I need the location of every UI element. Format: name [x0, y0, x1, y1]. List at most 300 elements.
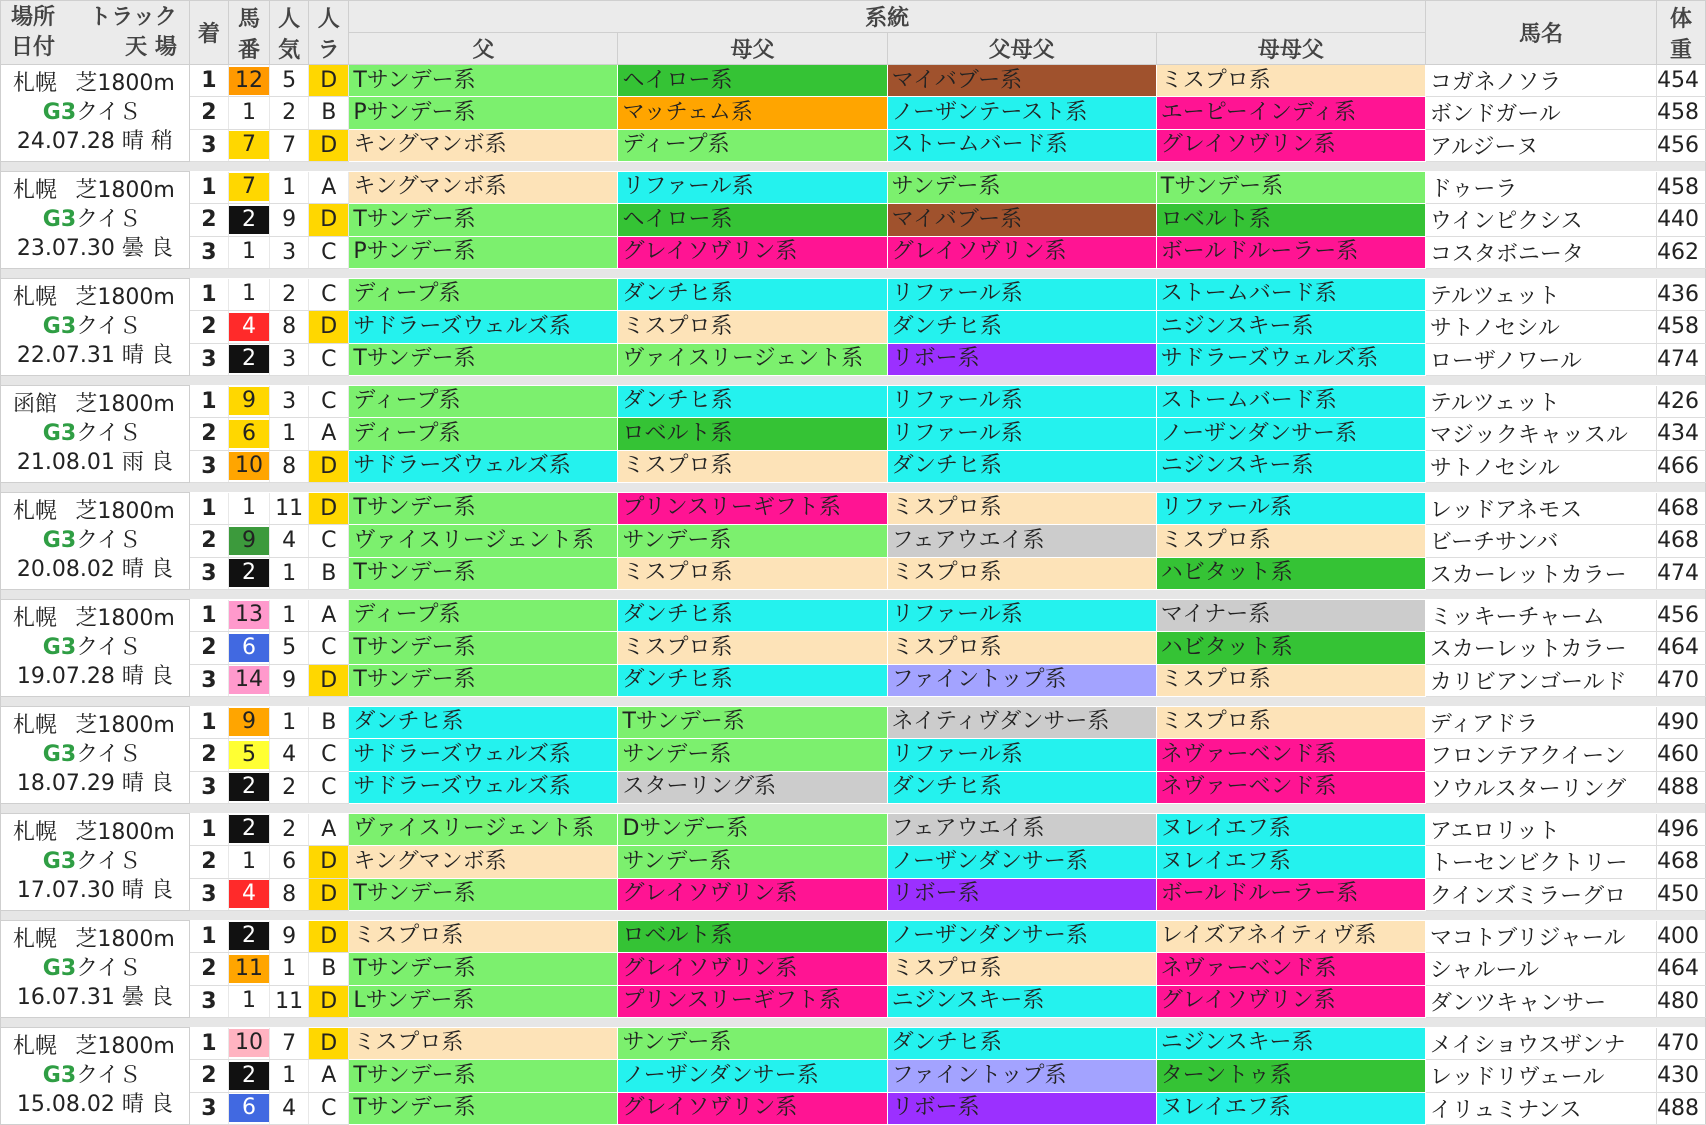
sire-lineage: ミスプロ系 [349, 921, 618, 953]
race-separator [1, 590, 1706, 600]
horse-number-badge: 10 [229, 1029, 269, 1057]
horse-number-badge: 13 [229, 601, 269, 629]
sire-lineage: ディープ系 [349, 279, 618, 311]
horse-weight: 488 [1657, 771, 1706, 803]
finish-position: 2 [189, 525, 228, 557]
popularity: 3 [270, 386, 309, 418]
horse-number-badge: 9 [229, 708, 269, 736]
race-date: 18.07.29 [16, 771, 115, 796]
header-finish: 着 [189, 1, 228, 65]
dam-damsire-lineage: サドラーズウェルズ系 [1156, 343, 1425, 375]
sire-of-sire-lineage: リファール系 [887, 600, 1156, 632]
race-name: クイＳ [76, 100, 142, 125]
damsire-lineage: グレイソヴリン系 [618, 953, 887, 985]
race-separator-cell [1, 376, 1706, 386]
damsire-lineage: ノーザンダンサー系 [618, 1060, 887, 1092]
horse-number-cell [228, 814, 269, 846]
result-row [1, 707, 1706, 739]
finish-position: 1 [189, 707, 228, 739]
race-info-block [1, 279, 189, 375]
dam-damsire-lineage: ニジンスキー系 [1156, 311, 1425, 343]
popularity: 1 [270, 707, 309, 739]
popularity: 2 [270, 97, 309, 129]
race-date-line [1, 769, 189, 799]
rank-badge: C [309, 632, 349, 664]
rank-badge: D [309, 985, 349, 1017]
header-rank-2: ラ [317, 37, 340, 63]
race-track: 芝1800m [75, 606, 175, 631]
race-place: 札幌 [13, 499, 58, 524]
damsire-lineage: サンデー系 [618, 1028, 887, 1060]
dam-damsire-lineage: グレイソヴリン系 [1156, 985, 1425, 1017]
horse-name: サトノセシル [1425, 450, 1656, 482]
sire-of-sire-lineage: ダンチヒ系 [887, 311, 1156, 343]
race-info [1, 65, 190, 162]
rank-badge: A [309, 172, 349, 204]
dam-damsire-lineage: ノーザンダンサー系 [1156, 418, 1425, 450]
finish-position: 3 [189, 557, 228, 589]
horse-number-cell [228, 1060, 269, 1092]
horse-number-badge: 5 [229, 741, 269, 769]
horse-weight: 488 [1657, 1092, 1706, 1124]
race-info-block [1, 65, 189, 161]
popularity: 1 [270, 600, 309, 632]
finish-position: 2 [189, 1060, 228, 1092]
popularity: 7 [270, 129, 309, 161]
sire-of-sire-lineage: ミスプロ系 [887, 632, 1156, 664]
finish-position: 3 [189, 450, 228, 482]
horse-number-cell [228, 279, 269, 311]
dam-damsire-lineage: ヌレイエフ系 [1156, 1092, 1425, 1124]
dam-damsire-lineage: ニジンスキー系 [1156, 450, 1425, 482]
race-going: 良 [150, 1092, 173, 1117]
results-body [1, 65, 1706, 1125]
race-name-line [1, 741, 189, 769]
horse-number-cell [228, 632, 269, 664]
horse-number-badge: 2 [229, 345, 269, 373]
popularity: 3 [270, 236, 309, 268]
rank-badge: C [309, 343, 349, 375]
sire-of-sire-lineage: ストームバード系 [887, 129, 1156, 161]
horse-number-cell [228, 664, 269, 696]
race-info-block [1, 493, 189, 589]
horse-weight: 426 [1657, 386, 1706, 418]
race-date-line [1, 662, 189, 692]
horse-weight: 468 [1657, 493, 1706, 525]
result-row [1, 953, 1706, 985]
horse-number-badge: 2 [229, 815, 269, 843]
sire-lineage: キングマンボ系 [349, 172, 618, 204]
rank-badge: A [309, 418, 349, 450]
horse-number-badge: 7 [229, 173, 269, 201]
damsire-lineage: グレイソヴリン系 [618, 878, 887, 910]
race-info [1, 1028, 190, 1125]
result-row [1, 878, 1706, 910]
rank-badge: D [309, 311, 349, 343]
race-weather: 晴 [121, 557, 144, 582]
dam-damsire-lineage: ストームバード系 [1156, 279, 1425, 311]
dam-damsire-lineage: リファール系 [1156, 493, 1425, 525]
race-name-line [1, 313, 189, 341]
dam-damsire-lineage: ネヴァーベンド系 [1156, 771, 1425, 803]
rank-badge: D [309, 129, 349, 161]
race-info-block [1, 1028, 189, 1124]
horse-name: ディアドラ [1425, 707, 1656, 739]
race-place: 札幌 [13, 606, 58, 631]
popularity: 6 [270, 846, 309, 878]
race-weather: 晴 [121, 1092, 144, 1117]
dam-damsire-lineage: グレイソヴリン系 [1156, 129, 1425, 161]
sire-lineage: キングマンボ系 [349, 846, 618, 878]
result-row [1, 985, 1706, 1017]
header-track: トラック [89, 4, 177, 30]
sire-lineage: Tサンデー系 [349, 557, 618, 589]
horse-number-badge: 1 [229, 987, 269, 1015]
race-venue-line [1, 1032, 189, 1062]
rank-badge: D [309, 1028, 349, 1060]
horse-name: マコトブリジャール [1425, 921, 1656, 953]
rank-badge: D [309, 65, 349, 97]
horse-weight: 480 [1657, 985, 1706, 1017]
horse-weight: 436 [1657, 279, 1706, 311]
race-separator-cell [1, 162, 1706, 172]
sire-of-sire-lineage: リボー系 [887, 878, 1156, 910]
popularity: 1 [270, 1060, 309, 1092]
horse-number-cell [228, 418, 269, 450]
damsire-lineage: スターリング系 [618, 771, 887, 803]
horse-name: クインズミラーグロ [1425, 878, 1656, 910]
damsire-lineage: ロベルト系 [618, 418, 887, 450]
horse-number-badge: 14 [229, 666, 269, 694]
horse-weight: 440 [1657, 204, 1706, 236]
header-popularity-2: 気 [278, 37, 301, 63]
sire-of-sire-lineage: ファイントップ系 [887, 664, 1156, 696]
horse-number-badge: 4 [229, 880, 269, 908]
horse-weight: 430 [1657, 1060, 1706, 1092]
dam-damsire-lineage: マイナー系 [1156, 600, 1425, 632]
race-place: 札幌 [13, 71, 58, 96]
race-date-line [1, 341, 189, 371]
rank-badge: B [309, 557, 349, 589]
race-place: 札幌 [13, 713, 58, 738]
race-venue-line [1, 711, 189, 741]
header-dam-damsire: 母母父 [1156, 33, 1425, 65]
finish-position: 3 [189, 236, 228, 268]
sire-of-sire-lineage: フェアウエイ系 [887, 525, 1156, 557]
race-venue-line [1, 390, 189, 420]
race-info [1, 279, 190, 376]
finish-position: 2 [189, 632, 228, 664]
race-separator [1, 804, 1706, 814]
horse-number-cell [228, 878, 269, 910]
race-date-line [1, 234, 189, 264]
horse-number-badge: 1 [229, 238, 269, 266]
horse-number-cell [228, 953, 269, 985]
header-lineage: 系統 [349, 1, 1426, 33]
horse-weight: 468 [1657, 525, 1706, 557]
race-going: 稍 [150, 129, 173, 154]
horse-weight: 470 [1657, 1028, 1706, 1060]
race-separator-cell [1, 697, 1706, 707]
header-popularity-1: 人 [278, 6, 301, 32]
result-row [1, 97, 1706, 129]
rank-badge: A [309, 600, 349, 632]
race-name-line [1, 527, 189, 555]
rank-badge: D [309, 204, 349, 236]
popularity: 11 [270, 493, 309, 525]
header-weather-going: 天 場 [125, 34, 177, 60]
race-name: クイＳ [76, 314, 142, 339]
race-info-block [1, 921, 189, 1017]
race-date-line [1, 555, 189, 585]
popularity: 11 [270, 985, 309, 1017]
result-row [1, 65, 1706, 97]
race-separator [1, 483, 1706, 493]
race-info [1, 814, 190, 911]
damsire-lineage: プリンスリーギフト系 [618, 493, 887, 525]
sire-of-sire-lineage: ミスプロ系 [887, 557, 1156, 589]
damsire-lineage: サンデー系 [618, 846, 887, 878]
result-row [1, 172, 1706, 204]
popularity: 8 [270, 878, 309, 910]
race-info [1, 172, 190, 269]
sire-lineage: ミスプロ系 [349, 1028, 618, 1060]
horse-weight: 474 [1657, 557, 1706, 589]
sire-of-sire-lineage: フェアウエイ系 [887, 814, 1156, 846]
race-info [1, 600, 190, 697]
horse-number-badge: 7 [229, 131, 269, 159]
damsire-lineage: ダンチヒ系 [618, 386, 887, 418]
race-going: 良 [150, 771, 173, 796]
popularity: 5 [270, 632, 309, 664]
horse-weight: 496 [1657, 814, 1706, 846]
rank-badge: A [309, 814, 349, 846]
finish-position: 1 [189, 65, 228, 97]
race-name: クイＳ [76, 742, 142, 767]
race-date-line [1, 127, 189, 157]
result-row [1, 632, 1706, 664]
horse-weight: 474 [1657, 343, 1706, 375]
horse-weight: 462 [1657, 236, 1706, 268]
sire-of-sire-lineage: ノーザンダンサー系 [887, 846, 1156, 878]
sire-lineage: ヴァイスリージェント系 [349, 814, 618, 846]
horse-number-badge: 1 [229, 280, 269, 308]
header-weight [1657, 1, 1706, 65]
damsire-lineage: ディープ系 [618, 129, 887, 161]
race-info [1, 386, 190, 483]
race-venue-line [1, 283, 189, 313]
race-going: 良 [150, 236, 173, 261]
damsire-lineage: マッチェム系 [618, 97, 887, 129]
sire-of-sire-lineage: ネイティヴダンサー系 [887, 707, 1156, 739]
horse-number-cell [228, 921, 269, 953]
horse-number-cell [228, 204, 269, 236]
dam-damsire-lineage: ネヴァーベンド系 [1156, 953, 1425, 985]
dam-damsire-lineage: ミスプロ系 [1156, 65, 1425, 97]
horse-number-cell [228, 707, 269, 739]
finish-position: 3 [189, 771, 228, 803]
horse-number-cell [228, 65, 269, 97]
horse-name: コガネノソラ [1425, 65, 1656, 97]
damsire-lineage: ミスプロ系 [618, 557, 887, 589]
dam-damsire-lineage: ストームバード系 [1156, 386, 1425, 418]
race-name: クイＳ [76, 528, 142, 553]
horse-number-badge: 1 [229, 494, 269, 522]
popularity: 5 [270, 65, 309, 97]
rank-badge: D [309, 664, 349, 696]
horse-number-badge: 1 [229, 99, 269, 127]
race-separator-cell [1, 483, 1706, 493]
race-date: 22.07.31 [16, 343, 115, 368]
horse-number-cell [228, 236, 269, 268]
popularity: 8 [270, 311, 309, 343]
header-sire-of-sire: 父母父 [887, 33, 1156, 65]
horse-name: ローザノワール [1425, 343, 1656, 375]
race-venue-line [1, 497, 189, 527]
header-rank-1: 人 [317, 6, 340, 32]
dam-damsire-lineage: ハビタット系 [1156, 557, 1425, 589]
sire-of-sire-lineage: マイバブー系 [887, 65, 1156, 97]
sire-of-sire-lineage: リボー系 [887, 1092, 1156, 1124]
race-name: クイＳ [76, 207, 142, 232]
race-info-block [1, 386, 189, 482]
race-weather: 晴 [121, 343, 144, 368]
horse-name: トーセンビクトリー [1425, 846, 1656, 878]
finish-position: 2 [189, 739, 228, 771]
race-separator-cell [1, 1018, 1706, 1028]
race-place: 函館 [13, 392, 58, 417]
damsire-lineage: グレイソヴリン系 [618, 236, 887, 268]
sire-lineage: ディープ系 [349, 386, 618, 418]
finish-position: 2 [189, 311, 228, 343]
damsire-lineage: ヴァイスリージェント系 [618, 343, 887, 375]
race-place: 札幌 [13, 285, 58, 310]
finish-position: 1 [189, 1028, 228, 1060]
race-name-line [1, 420, 189, 448]
race-going: 良 [150, 664, 173, 689]
race-grade: G3 [42, 421, 77, 446]
header-popularity [270, 1, 309, 65]
horse-name: ウインピクシス [1425, 204, 1656, 236]
dam-damsire-lineage: ヌレイエフ系 [1156, 846, 1425, 878]
race-info [1, 707, 190, 804]
horse-weight: 470 [1657, 664, 1706, 696]
horse-name: ボンドガール [1425, 97, 1656, 129]
race-grade: G3 [42, 956, 77, 981]
race-info-block [1, 172, 189, 268]
race-weather: 曇 [121, 985, 144, 1010]
header-date: 日付 [11, 34, 56, 60]
race-grade: G3 [42, 314, 77, 339]
dam-damsire-lineage: ヌレイエフ系 [1156, 814, 1425, 846]
sire-lineage: サドラーズウェルズ系 [349, 311, 618, 343]
finish-position: 1 [189, 921, 228, 953]
horse-name: ミッキーチャーム [1425, 600, 1656, 632]
result-row [1, 279, 1706, 311]
sire-lineage: サドラーズウェルズ系 [349, 771, 618, 803]
race-place: 札幌 [13, 178, 58, 203]
horse-name: コスタボニータ [1425, 236, 1656, 268]
horse-weight: 434 [1657, 418, 1706, 450]
header-place-track [1, 1, 190, 65]
horse-weight: 464 [1657, 632, 1706, 664]
horse-weight: 466 [1657, 450, 1706, 482]
sire-of-sire-lineage: リファール系 [887, 386, 1156, 418]
horse-name: レッドアネモス [1425, 493, 1656, 525]
sire-lineage: Lサンデー系 [349, 985, 618, 1017]
sire-lineage: Pサンデー系 [349, 236, 618, 268]
race-name: クイＳ [76, 1063, 142, 1088]
result-row [1, 921, 1706, 953]
finish-position: 3 [189, 1092, 228, 1124]
race-weather: 雨 [121, 450, 144, 475]
result-row [1, 814, 1706, 846]
horse-number-badge: 2 [229, 559, 269, 587]
finish-position: 1 [189, 386, 228, 418]
sire-lineage: Tサンデー系 [349, 493, 618, 525]
race-name: クイＳ [76, 635, 142, 660]
damsire-lineage: ミスプロ系 [618, 450, 887, 482]
horse-number-badge: 2 [229, 1062, 269, 1090]
finish-position: 2 [189, 846, 228, 878]
popularity: 1 [270, 557, 309, 589]
horse-weight: 460 [1657, 739, 1706, 771]
result-row [1, 1028, 1706, 1060]
sire-lineage: ディープ系 [349, 600, 618, 632]
dam-damsire-lineage: エーピーインディ系 [1156, 97, 1425, 129]
popularity: 2 [270, 771, 309, 803]
race-info-block [1, 600, 189, 696]
damsire-lineage: プリンスリーギフト系 [618, 985, 887, 1017]
result-row [1, 343, 1706, 375]
result-row [1, 311, 1706, 343]
horse-weight: 458 [1657, 172, 1706, 204]
race-name: クイＳ [76, 849, 142, 874]
horse-number-badge: 10 [229, 452, 269, 480]
sire-lineage: Tサンデー系 [349, 878, 618, 910]
popularity: 4 [270, 1092, 309, 1124]
damsire-lineage: リファール系 [618, 172, 887, 204]
sire-of-sire-lineage: ダンチヒ系 [887, 450, 1156, 482]
finish-position: 3 [189, 343, 228, 375]
horse-number-cell [228, 97, 269, 129]
finish-position: 2 [189, 97, 228, 129]
header-horse-no-1: 馬 [238, 6, 261, 32]
race-going: 良 [150, 878, 173, 903]
race-date-line [1, 983, 189, 1013]
race-track: 芝1800m [75, 392, 175, 417]
dam-damsire-lineage: ネヴァーベンド系 [1156, 739, 1425, 771]
race-venue-line [1, 604, 189, 634]
sire-lineage: Tサンデー系 [349, 343, 618, 375]
horse-weight: 458 [1657, 97, 1706, 129]
popularity: 8 [270, 450, 309, 482]
race-date-line [1, 876, 189, 906]
rank-badge: C [309, 386, 349, 418]
sire-of-sire-lineage: リファール系 [887, 418, 1156, 450]
sire-lineage: サドラーズウェルズ系 [349, 450, 618, 482]
race-separator [1, 269, 1706, 279]
sire-of-sire-lineage: ダンチヒ系 [887, 771, 1156, 803]
header-horse-no [228, 1, 269, 65]
horse-number-badge: 6 [229, 420, 269, 448]
horse-name: アルジーヌ [1425, 129, 1656, 161]
rank-badge: A [309, 1060, 349, 1092]
result-row [1, 600, 1706, 632]
popularity: 9 [270, 921, 309, 953]
horse-number-cell [228, 739, 269, 771]
horse-number-cell [228, 600, 269, 632]
